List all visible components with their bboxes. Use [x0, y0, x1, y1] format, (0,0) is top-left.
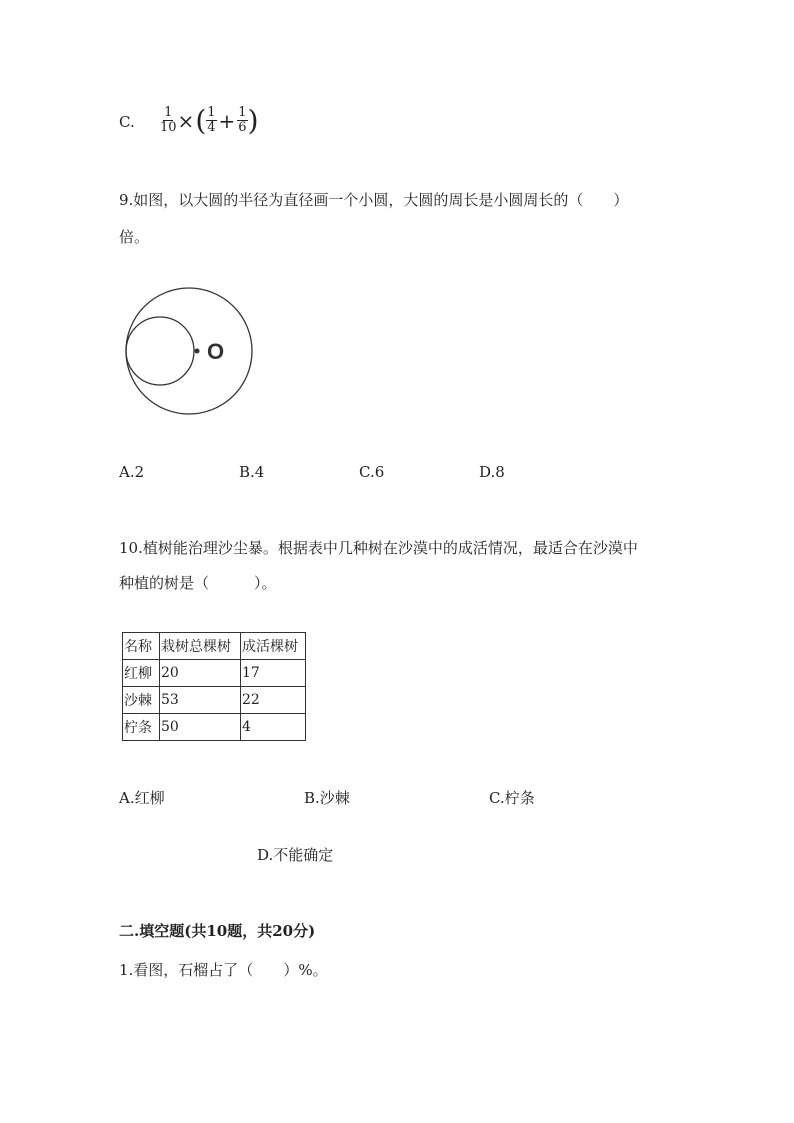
- q9-option-d: D.8: [479, 463, 505, 481]
- table-row: [123, 660, 306, 687]
- fraction-one-tenth: $\frac{1}{10}$: [160, 105, 177, 135]
- table-cell: 22: [241, 687, 306, 714]
- table-row: [123, 714, 306, 741]
- plus-sign: +: [218, 108, 236, 133]
- q10-option-c: C.柠条: [489, 789, 535, 807]
- q10-text-line2: 种植的树是（ ）。: [119, 574, 277, 592]
- table-cell: 53: [160, 687, 241, 714]
- option-c-label: C.: [119, 113, 135, 131]
- section2-q1-text: 1.看图，石榴占了（ ）%。: [119, 961, 328, 979]
- large-circle: [126, 288, 252, 414]
- section2-title: 二.填空题(共10题，共20分): [119, 922, 316, 940]
- small-circle: [126, 317, 194, 385]
- table-cell: 沙棘: [123, 687, 160, 714]
- center-label: O: [207, 339, 225, 364]
- q10-option-d: D.不能确定: [257, 846, 334, 864]
- header-survived: 成活棵树: [241, 633, 306, 660]
- times-sign: ×: [177, 108, 195, 133]
- q9-option-b: B.4: [239, 463, 265, 481]
- table-cell: 红柳: [123, 660, 160, 687]
- table-row: [123, 687, 306, 714]
- header-planted: 栽树总棵树: [160, 633, 241, 660]
- header-name: 名称: [123, 633, 160, 660]
- table-cell: 柠条: [123, 714, 160, 741]
- table-header-row: [123, 633, 306, 660]
- q9-text-line1: 9.如图，以大圆的半径为直径画一个小圆，大圆的周长是小圆周长的（ ）: [119, 191, 629, 209]
- q9-option-c: C.6: [359, 463, 385, 481]
- left-paren: (: [195, 103, 207, 137]
- tree-survival-table: [122, 632, 306, 741]
- table-cell: 17: [241, 660, 306, 687]
- table-cell: 20: [160, 660, 241, 687]
- q9-option-a: A.2: [119, 463, 145, 481]
- table-cell: 50: [160, 714, 241, 741]
- fraction-one-sixth: $\frac{1}{6}$: [238, 105, 247, 135]
- right-paren: ): [247, 103, 259, 137]
- table-cell: 4: [241, 714, 306, 741]
- q10-option-b: B.沙棘: [304, 789, 350, 807]
- option-c-expression: [160, 103, 259, 137]
- q9-circle-figure: [120, 282, 260, 422]
- q10-option-a: A.红柳: [119, 789, 165, 807]
- q9-text-line2: 倍。: [119, 228, 150, 246]
- center-point: [195, 349, 200, 354]
- q10-text-line1: 10.植树能治理沙尘暴。根据表中几种树在沙漠中的成活情况，最适合在沙漠中: [119, 539, 638, 557]
- fraction-one-quarter: $\frac{1}{4}$: [207, 105, 216, 135]
